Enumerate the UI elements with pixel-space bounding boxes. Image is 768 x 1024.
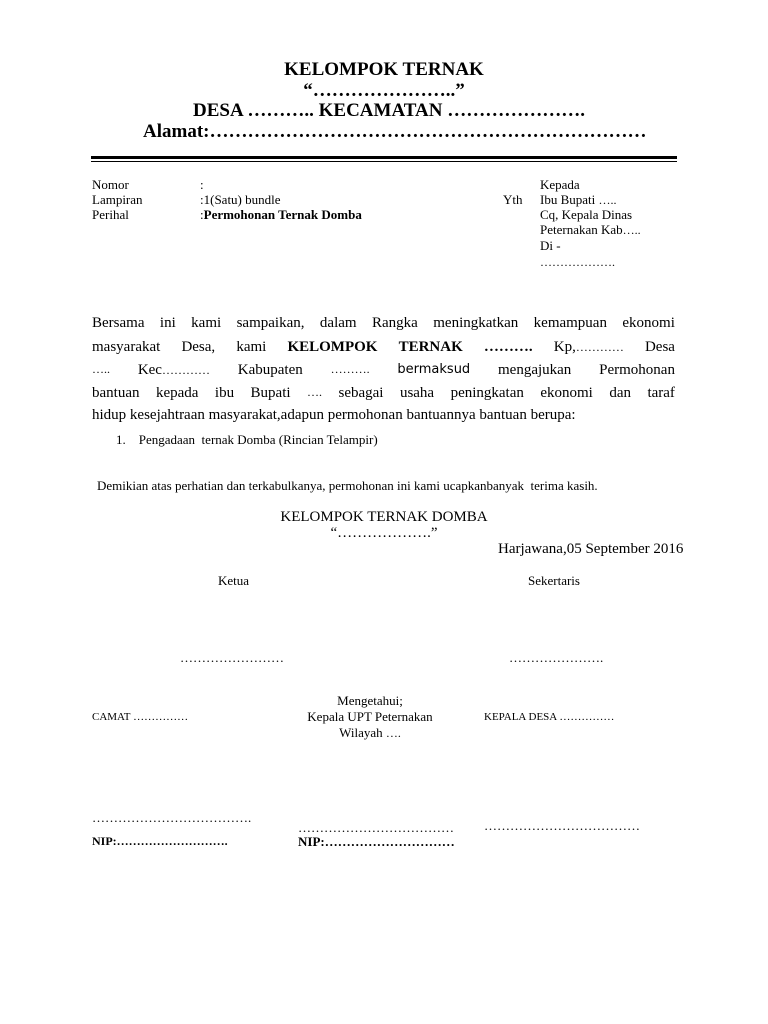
camat-nip: NIP:……………………….	[92, 834, 228, 848]
sekretaris-signature-line: ………………….	[509, 650, 604, 665]
letterhead-title: KELOMPOK TERNAK	[284, 59, 484, 80]
closing-sentence: Demikian atas perhatian dan terkabulkanya, permohonan ini kami ucapkanbanyak terima kasih.	[97, 478, 598, 493]
sekretaris-label: Sekertaris	[528, 573, 580, 588]
upt-title-line-2: Wilayah ….	[339, 725, 401, 740]
signature-group-name: KELOMPOK TERNAK DOMBA	[280, 509, 488, 525]
header-rule-thick	[91, 156, 677, 159]
header-rule-thin	[91, 161, 677, 162]
body-line-2: masyarakat Desa, kami KELOMPOK TERNAK ………. Kp,………… Desa	[92, 339, 675, 355]
recipient-di: Di -	[540, 238, 561, 253]
upt-signature-line: ………………………………	[298, 820, 454, 835]
recipient-place: ……………….	[540, 255, 615, 269]
body-line-3: ….. Kec………… Kabupaten ………. bermaksud mengajukan Permohonan	[92, 362, 675, 378]
ketua-signature-line: ……………………	[180, 650, 284, 665]
upt-nip: NIP:…………………………	[298, 834, 455, 849]
list-item-1: 1. Pengadaan ternak Domba (Rincian Telampir)	[116, 432, 378, 447]
perihal-label: Perihal	[92, 207, 129, 222]
nomor-value: :	[200, 177, 204, 192]
camat-signature-line: ……………………………….	[92, 810, 252, 825]
perihal-value: Permohonan Ternak Domba	[203, 207, 362, 222]
letterhead-village: DESA ……….. KECAMATAN ………………….	[193, 100, 585, 121]
recipient-cq: Cq, Kepala Dinas	[540, 207, 633, 222]
kepala-desa-label: KEPALA DESA ……………	[484, 711, 615, 723]
place-date: Harjawana,05 September 2016	[498, 541, 684, 557]
lampiran-value: :1(Satu) bundle	[200, 192, 281, 207]
perihal-colon: :	[200, 207, 204, 222]
body-line-4: bantuan kepada ibu Bupati …. sebagai usaha peningkatan ekonomi dan taraf	[92, 385, 675, 401]
signature-group-quote: “……………….”	[330, 525, 438, 541]
lampiran-label: Lampiran	[92, 192, 143, 207]
kepala-desa-signature-line: ………………………………	[484, 818, 640, 833]
body-line-5: hidup kesejahtraan masyarakat,adapun permohonan bantuannya bantuan berupa:	[92, 407, 576, 423]
upt-title-line-1: Kepala UPT Peternakan	[307, 709, 433, 724]
recipient-kepada: Kepada	[540, 177, 580, 192]
recipient-peternakan: Peternakan Kab…..	[540, 222, 641, 237]
camat-label: CAMAT ……………	[92, 711, 189, 723]
letterhead-group-name: “…………………..”	[303, 80, 465, 101]
perihal-field	[200, 207, 362, 223]
recipient-bupati: Ibu Bupati …..	[540, 192, 617, 207]
letterhead-address: Alamat:……………………………………………………………	[143, 121, 647, 142]
body-line-1: Bersama ini kami sampaikan, dalam Rangka meningkatkan kemampuan ekonomi	[92, 315, 675, 331]
mengetahui-label: Mengetahui;	[337, 693, 403, 708]
nomor-label: Nomor	[92, 177, 129, 192]
yth-label: Yth	[503, 192, 523, 207]
ketua-label: Ketua	[218, 573, 250, 588]
